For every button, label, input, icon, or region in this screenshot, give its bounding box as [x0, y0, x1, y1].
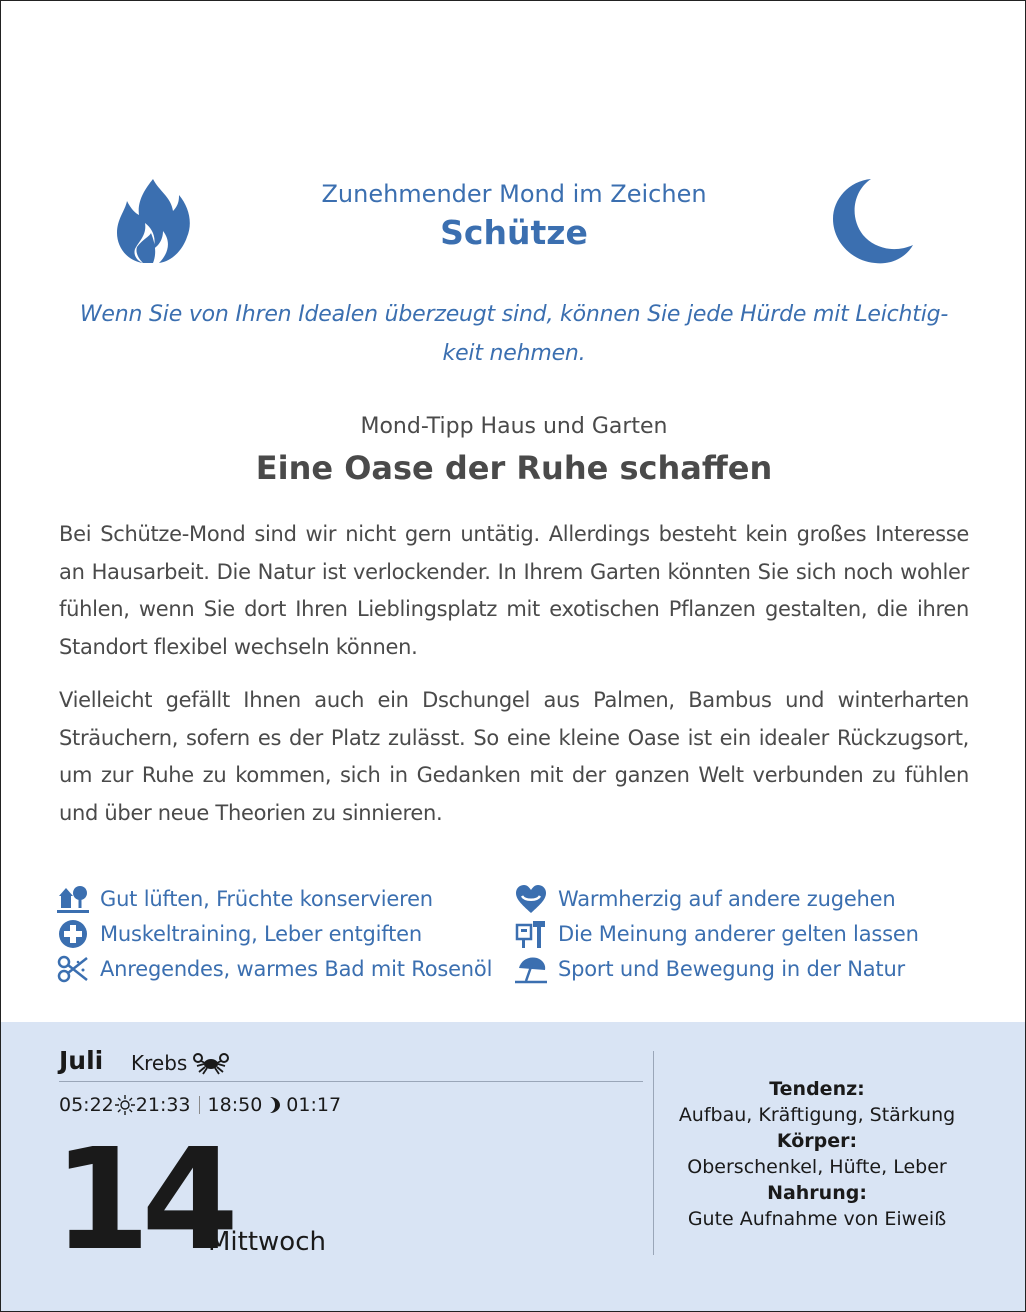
- footer-vertical-divider: [653, 1051, 654, 1255]
- moon-small-icon: [267, 1096, 281, 1114]
- house-tree-icon: [57, 884, 89, 914]
- tip-paragraph-1: Bei Schütze-Mond sind wir nicht gern untätig. Allerdings besteht kein großes Interesse an Hausarbeit. Die Natur ist verlockender. In Ihrem Garten könnten Sie sich noch wohler fühlen, wenn Sie dort Ihren Lieblingsplatz mit exotischen Pflanzen gestalten, die ihren Standort flexibel wechseln können.: [59, 522, 969, 659]
- list-item: [515, 951, 975, 986]
- health-cross-icon: [57, 919, 89, 949]
- daily-quote: [59, 295, 969, 373]
- food-value: Gute Aufnahme von Eiweiß: [687, 1208, 947, 1230]
- time-separator: [199, 1096, 200, 1114]
- sunset-time: 21:33: [135, 1094, 191, 1116]
- sun-icon: [115, 1095, 135, 1115]
- tip-text: Anregendes, warmes Bad mit Rosenöl: [100, 956, 493, 981]
- tendency-value: Aufbau, Kräftigung, Stärkung: [678, 1104, 956, 1126]
- tendency-label: Tendenz:: [769, 1078, 865, 1100]
- list-item: [515, 881, 975, 916]
- tip-text: Die Meinung anderer gelten lassen: [558, 921, 919, 946]
- tip-text: Warmherzig auf andere zugehen: [558, 886, 896, 911]
- tip-category-label: Mond-Tipp Haus und Garten: [360, 414, 668, 439]
- career-icon: [515, 919, 547, 949]
- tip-title: Eine Oase der Ruhe schaffen: [255, 449, 773, 487]
- food-label: Nahrung:: [767, 1182, 867, 1204]
- crescent-moon-icon: [827, 175, 919, 267]
- month-label: Juli: [59, 1046, 104, 1075]
- tip-text: Gut lüften, Früchte konservieren: [100, 886, 433, 911]
- crab-icon: [193, 1051, 229, 1075]
- tips-list-right: [515, 881, 975, 986]
- tip-text: Sport und Bewegung in der Natur: [558, 956, 905, 981]
- zodiac-label: [131, 1051, 229, 1075]
- footer-divider: [59, 1081, 643, 1082]
- sun-moon-times: [59, 1094, 341, 1116]
- tip-text: Muskeltraining, Leber entgiften: [100, 921, 422, 946]
- quote-line-2: keit nehmen.: [442, 341, 586, 366]
- quote-line-1: Wenn Sie von Ihren Idealen überzeugt sind, können Sie jede Hürde mit Leichtig-: [79, 302, 949, 327]
- list-item: [57, 951, 507, 986]
- moonset-time: 01:17: [286, 1094, 342, 1116]
- beauty-scissors-icon: [57, 954, 89, 984]
- body-label: Körper:: [776, 1130, 858, 1152]
- tip-paragraph-2: Vielleicht gefällt Ihnen auch ein Dschungel aus Palmen, Bambus und winterharten Sträuchern, sofern es der Platz zulässt. So eine kleine Oase ist ein idealer Rückzugsort, um zur Ruhe zu kommen, sich in Gedanken mit der ganzen Welt verbunden zu fühlen und über neue Theorien zu sinnieren.: [59, 688, 969, 825]
- day-number: 14: [53, 1119, 230, 1282]
- moon-facts: [661, 1076, 973, 1232]
- heart-icon: [515, 884, 547, 914]
- body-value: Oberschenkel, Hüfte, Leber: [687, 1156, 947, 1178]
- list-item: [57, 916, 507, 951]
- fire-icon: [113, 177, 193, 265]
- moonrise-time: 18:50: [207, 1094, 263, 1116]
- weekday-label: Mittwoch: [208, 1227, 326, 1257]
- moon-sign-title: Schütze: [440, 213, 588, 252]
- list-item: [515, 916, 975, 951]
- zodiac-name: Krebs: [131, 1051, 188, 1075]
- list-item: [57, 881, 507, 916]
- sunrise-time: 05:22: [59, 1094, 114, 1116]
- umbrella-leisure-icon: [515, 954, 547, 984]
- moon-sign-header: [201, 179, 827, 255]
- tips-list-left: [57, 881, 507, 986]
- moon-phase-subtitle: Zunehmender Mond im Zeichen: [321, 180, 707, 208]
